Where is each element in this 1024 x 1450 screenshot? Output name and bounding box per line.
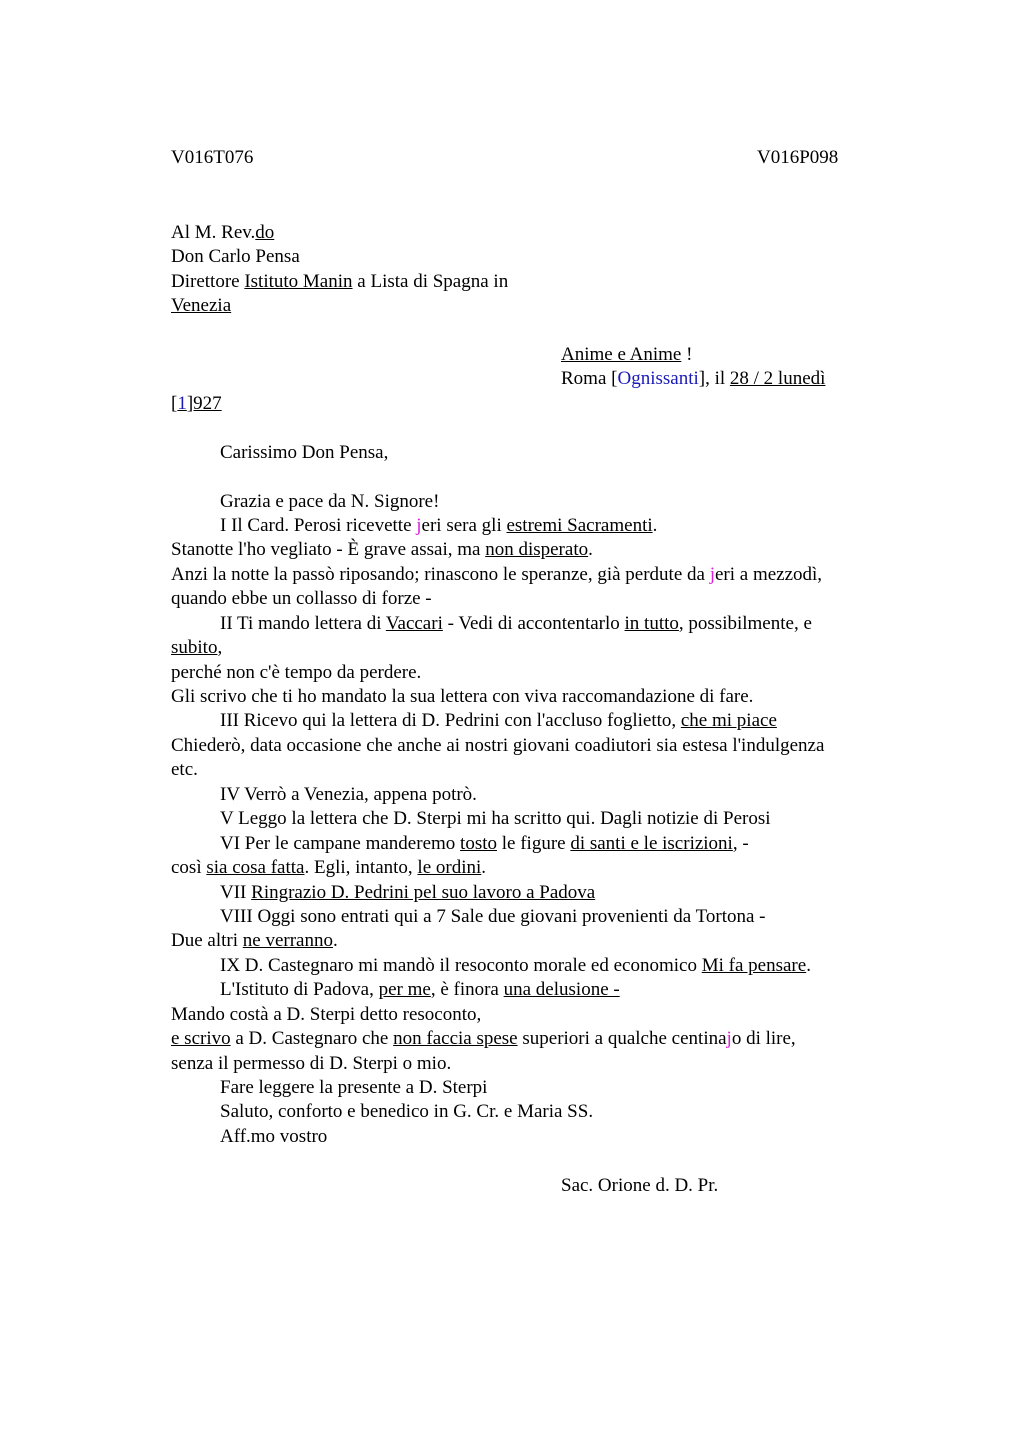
address-line-3: Direttore Istituto Manin a Lista di Spagna in [171,271,509,292]
body-line-18: Due altri ne verranno. [171,930,338,951]
body-line-3: Anzi la notte la passò riposando; rinascono le speranze, già perdute da jeri a mezzodì, [171,564,823,585]
body-line-14: VI Per le campane manderemo tosto le figure di santi e le iscrizioni, - [220,833,749,854]
body-line-8: Gli scrivo che ti ho mandato la sua lettera con viva raccomandazione di fare. [171,686,754,707]
place-date-line: Roma [Ognissanti], il 28 / 2 lunedì [561,368,826,389]
body-line-1: I Il Card. Perosi ricevette jeri sera gli estremi Sacramenti. [220,515,658,536]
motto-line: Anime e Anime ! [561,344,693,365]
address-line-2: Don Carlo Pensa [171,246,300,267]
body-line-6: subito, [171,637,223,658]
document-code-right: V016P098 [757,147,839,168]
body-line-15: così sia cosa fatta. Egli, intanto, le ordini. [171,857,487,878]
greeting-line: Grazia e pace da N. Signore! [220,491,440,512]
body-line-2: Stanotte l'ho vegliato - È grave assai, ma non disperato. [171,539,593,560]
address-line-4: Venezia [171,295,232,316]
body-line-25: Saluto, conforto e benedico in G. Cr. e Maria SS. [220,1101,594,1122]
body-line-16: VII Ringrazio D. Pedrini pel suo lavoro a Padova [220,882,596,903]
closing-line: Aff.mo vostro [220,1126,328,1147]
body-line-24: Fare leggere la presente a D. Sterpi [220,1077,488,1098]
body-line-4: quando ebbe un collasso di forze - [171,588,432,609]
body-line-9: III Ricevo qui la lettera di D. Pedrini con l'accluso foglietto, che mi piace [220,710,777,731]
document-code-left: V016T076 [171,147,254,168]
body-line-17: VIII Oggi sono entrati qui a 7 Sale due giovani provenienti da Tortona - [220,906,766,927]
body-line-19: IX D. Castegnaro mi mandò il resoconto morale ed economico Mi fa pensare. [220,955,811,976]
salutation: Carissimo Don Pensa, [220,442,389,463]
year-line: [1]927 [171,393,222,414]
address-line-1: Al M. Rev.do [171,222,275,243]
signature: Sac. Orione d. D. Pr. [561,1175,719,1196]
body-line-13: V Leggo la lettera che D. Sterpi mi ha scritto qui. Dagli notizie di Perosi [220,808,771,829]
body-line-20: L'Istituto di Padova, per me, è finora una delusione - [220,979,620,1000]
body-line-5: II Ti mando lettera di Vaccari - Vedi di accontentarlo in tutto, possibilmente, e [220,613,812,634]
body-line-12: IV Verrò a Venezia, appena potrò. [220,784,477,805]
body-line-21: Mando costà a D. Sterpi detto resoconto, [171,1004,482,1025]
body-line-23: senza il permesso di D. Sterpi o mio. [171,1053,452,1074]
body-line-10: Chiederò, data occasione che anche ai nostri giovani coadiutori sia estesa l'indulgenza [171,735,825,756]
body-line-11: etc. [171,759,198,780]
body-line-22: e scrivo a D. Castegnaro che non faccia spese superiori a qualche centinajo di lire, [171,1028,796,1049]
body-line-7: perché non c'è tempo da perdere. [171,662,422,683]
